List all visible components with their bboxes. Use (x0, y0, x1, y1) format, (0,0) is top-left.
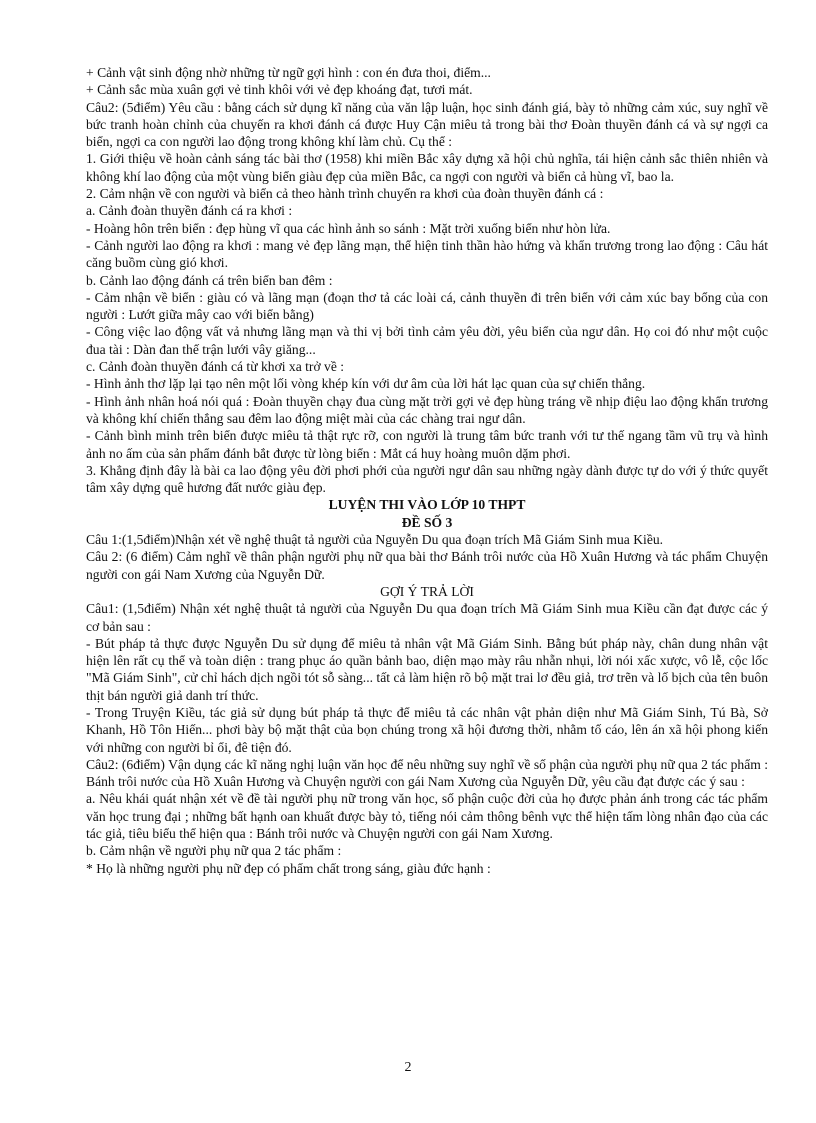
question: Câu 2: (6 điểm) Cảm nghĩ về thân phận người phụ nữ qua bài thơ Bánh trôi nước của Hồ Xuân Hương và tác phẩm Chuyện người con gái Nam Xương của Nguyễn Dữ. (86, 549, 768, 582)
section-title: LUYỆN THI VÀO LỚP 10 THPT (328, 497, 526, 513)
paragraph: Câu2: (5điểm) Yêu cầu : bằng cách sử dụng kĩ năng của văn lập luận, học sinh đánh giá, bày tỏ những cảm xúc, suy nghĩ về bức tranh hoàn chỉnh của chuyến ra khơi đánh cá được Huy Cận miêu tả trong bài thơ Đoàn thuyền đánh cá và sự ngợi ca biển, ngợi ca con người lao động trong không khí làm chủ. Cụ thể : (86, 99, 768, 150)
paragraph: - Cảm nhận về biển : giàu có và lãng mạn (đoạn thơ tả các loài cá, cảnh thuyền đi trên biển với cảm xúc bay bổng của con người : Lướt giữa mây cao với biển bằng) (86, 289, 768, 323)
paragraph: + Cảnh sắc mùa xuân gợi vẻ tinh khôi với vẻ đẹp khoáng đạt, tươi mát. (86, 82, 473, 98)
paragraph: - Hoàng hôn trên biển : đẹp hùng vĩ qua các hình ảnh so sánh : Mặt trời xuống biển như hòn lửa. (86, 220, 611, 236)
paragraph: b. Cảm nhận về người phụ nữ qua 2 tác phẩm : (86, 843, 342, 859)
paragraph: b. Cảnh lao động đánh cá trên biển ban đêm : (86, 272, 333, 288)
paragraph: 2. Cảm nhận về con người và biển cả theo hành trình chuyến ra khơi của đoàn thuyền đánh cá : (86, 186, 604, 202)
paragraph: c. Cảnh đoàn thuyền đánh cá từ khơi xa trở về : (86, 359, 345, 375)
paragraph: - Hình ảnh nhân hoá nói quá : Đoàn thuyền chạy đua cùng mặt trời gợi vẻ đẹp hùng tráng về nhịp điệu lao động khẩn trương và không khí chiến thắng sau đêm lao động miệt mài của các chàng trai ngư dân. (86, 393, 768, 426)
paragraph: * Họ là những người phụ nữ đẹp có phẩm chất trong sáng, giàu đức hạnh : (86, 860, 491, 876)
paragraph: - Cảnh bình minh trên biển được miêu tả thật rực rỡ, con người là trung tâm bức tranh với tư thế ngang tầm vũ trụ và hình ảnh no ấm của sản phẩm đánh bắt được từ lòng biển : Mắt cá huy hoàng muôn dặm phơi. (86, 428, 768, 461)
paragraph: 3. Khẳng định đây là bài ca lao động yêu đời phơi phới của người ngư dân sau những ngày dành được tự do với ý thức quyết tâm xây dựng quê hương đất nước giàu đẹp. (86, 462, 768, 496)
paragraph: - Hình ảnh thơ lặp lại tạo nên một lối vòng khép kín với dư âm của lời hát lạc quan của sự chiến thắng. (86, 376, 646, 392)
paragraph: Câu1: (1,5điểm) Nhận xét nghệ thuật tả người của Nguyễn Du qua đoạn trích Mã Giám Sinh mua Kiều cần đạt được các ý cơ bản sau : (86, 601, 768, 634)
paragraph: - Bút pháp tả thực được Nguyễn Du sử dụng để miêu tả nhân vật Mã Giám Sinh. Bằng bút pháp này, chân dung nhân vật hiện lên rất cụ thể và toàn diện : trang phục áo quần bảnh bao, diện mạo mày râu nhẵn nhụi, lời nói xấc xược, vô lễ, cộc lốc "Mã Giám Sinh", cử chỉ hách dịch ngồi tót sỗ sàng... tất cả làm hiện rõ bộ mặt trai lơ đều giả, trơ trẽn và lố bịch của tên buôn thịt bán người giả danh trí thức. (86, 635, 768, 703)
paragraph: - Trong Truyện Kiều, tác giả sử dụng bút pháp tả thực để miêu tả các nhân vật phản diện như Mã Giám Sinh, Tú Bà, Sở Khanh, Hồ Tôn Hiến... phơi bày bộ mặt thật của bọn chúng trong xã hội đương thời, nhằm tố cáo, lên án xã hội phong kiến với những con người bỉ ổi, đê tiện đó. (86, 704, 768, 755)
paragraph: a. Cảnh đoàn thuyền đánh cá ra khơi : (86, 203, 293, 219)
paragraph: 1. Giới thiệu về hoàn cảnh sáng tác bài thơ (1958) khi miền Bắc xây dựng xã hội chủ nghĩa, tái hiện cảnh sắc thiên nhiên và không khí lao động của một vùng biển giàu đẹp của miền Bắc, ca ngợi con người và biển cả hùng vĩ, bao la. (86, 151, 768, 184)
document-page (86, 64, 768, 877)
answer-heading: GỢI Ý TRẢ LỜI (380, 583, 474, 599)
question: Câu 1:(1,5điểm)Nhận xét về nghệ thuật tả người của Nguyễn Du qua đoạn trích Mã Giám Sinh mua Kiều. (86, 532, 664, 548)
paragraph: Câu2: (6điểm) Vận dụng các kĩ năng nghị luận văn học để nêu những suy nghĩ về số phận của người phụ nữ qua 2 tác phẩm : Bánh trôi nước của Hồ Xuân Hương và Chuyện người con gái Nam Xương của Nguyễn Dữ, yêu cầu đạt được các ý sau : (86, 756, 768, 790)
page-number: 2 (404, 1060, 412, 1075)
paragraph: - Cảnh người lao động ra khơi : mang vẻ đẹp lãng mạn, thể hiện tinh thần hào hứng và khẩn trương trong lao động : Câu hát căng buồm cùng gió khơi. (86, 237, 768, 271)
exam-number-title: ĐỀ SỐ 3 (401, 514, 453, 530)
paragraph: - Công việc lao động vất vả nhưng lãng mạn và thi vị bởi tình cảm yêu đời, yêu biển của ngư dân. Họ coi đó như một cuộc đua tài : Dàn đan thế trận lưới vây giăng... (86, 324, 768, 357)
paragraph: + Cảnh vật sinh động nhờ những từ ngữ gợi hình : con én đưa thoi, điểm... (86, 65, 491, 80)
paragraph: a. Nêu khái quát nhận xét về đề tài người phụ nữ trong văn học, số phận cuộc đời của họ được phản ánh trong các tác phẩm văn học trung đại ; những bất hạnh oan khuất được bày tỏ, tiếng nói cảm thông bênh vực thể hiện tấm lòng nhân đạo của các tác giả, tiêu biểu thể hiện qua : Bánh trôi nước và Chuyện người con gái Nam Xương. (86, 791, 768, 842)
